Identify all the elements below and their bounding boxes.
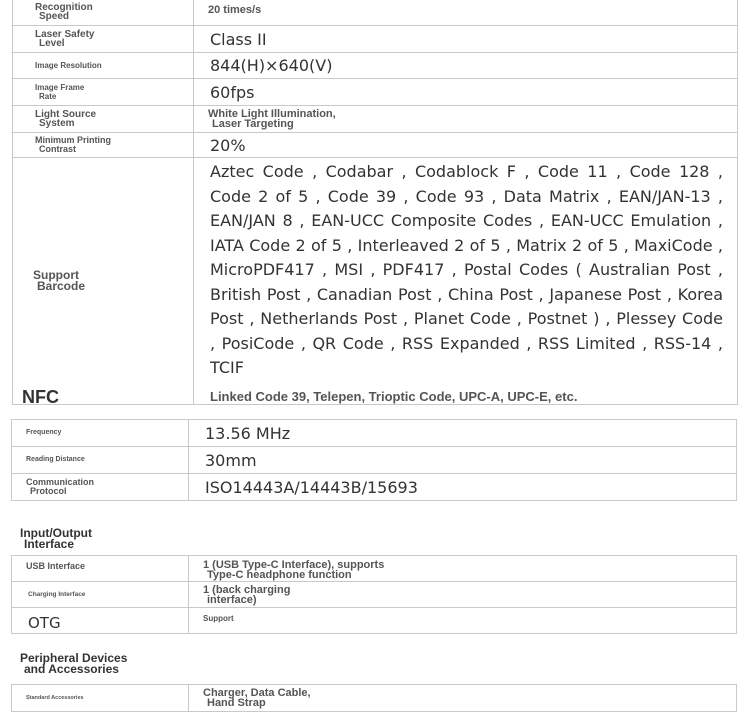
otg-value: Support (189, 608, 737, 634)
peripheral-section-title: Peripheral Devices and Accessories (20, 651, 128, 676)
frame-rate-label: Image Frame Rate (13, 79, 194, 106)
table-row (13, 26, 738, 53)
usb-interface-label: USB Interface (12, 556, 189, 582)
io-table (11, 555, 737, 634)
io-section-title: Input/Output Interface (20, 526, 92, 551)
charging-interface-value: 1 (back charging interface) (189, 582, 737, 608)
table-row (13, 79, 738, 106)
table-row (13, 106, 738, 133)
recognition-speed-value: 20 times/s (194, 0, 738, 26)
table-row (12, 608, 737, 634)
barcode-list: Aztec Code , Codabar , Codablock F , Code 11 , Code 128 , Code 2 of 5 , Code 39 , Code 93 , Data Matrix , EAN/JAN-13 , EAN/JAN 8 , EAN-UCC Composite Codes , EAN-UCC Emulation , IATA Code 2 of 5 , Interleaved 2 of 5 , Matrix 2 of 5 , MaxiCode , MicroPDF417 , MSI , PDF417 , Postal Codes ( Australian Post , British Post , Canadian Post , China Post , Japanese Post , Korea Post , Netherlands Post , Planet Code , Postnet ) , Plessey Code , PosiCode , QR Code , RSS Expanded , RSS Limited , RSS-14 , TCIF (210, 162, 723, 377)
reading-distance-label: Reading Distance (12, 447, 189, 474)
image-resolution-value: 844(H)×640(V) (194, 53, 738, 79)
otg-label: OTG (12, 608, 189, 634)
frame-rate-value: 60fps (194, 79, 738, 106)
standard-accessories-value: Charger, Data Cable, Hand Strap (189, 685, 737, 712)
table-row (13, 0, 738, 26)
table-row (12, 685, 737, 712)
scan-spec-table (12, 0, 738, 405)
light-source-value: White Light Illumination, Laser Targeting (194, 106, 738, 133)
min-contrast-label: Minimum Printing Contrast (13, 133, 194, 158)
laser-safety-value: Class II (194, 26, 738, 53)
frequency-value: 13.56 MHz (189, 420, 737, 447)
image-resolution-label: Image Resolution (13, 53, 194, 79)
light-source-label: Light Source System (13, 106, 194, 133)
table-row (13, 53, 738, 79)
table-row (12, 556, 737, 582)
min-contrast-value: 20% (194, 133, 738, 158)
table-row (13, 133, 738, 158)
laser-safety-label: Laser Safety Level (13, 26, 194, 53)
support-barcode-label: Support Barcode (13, 158, 194, 405)
table-row (12, 420, 737, 447)
recognition-speed-label: Recognition Speed (13, 0, 194, 26)
usb-interface-value: 1 (USB Type-C Interface), supports Type-C headphone function (189, 556, 737, 582)
table-row (13, 158, 738, 405)
peripheral-table (11, 684, 737, 712)
table-row (12, 474, 737, 501)
frequency-label: Frequency (12, 420, 189, 447)
protocol-value: ISO14443A/14443B/15693 (189, 474, 737, 501)
charging-interface-label: Charging Interface (12, 582, 189, 608)
standard-accessories-label: Standard Accessories (12, 685, 189, 712)
reading-distance-value: 30mm (189, 447, 737, 474)
barcode-list-extra: Linked Code 39, Telepen, Trioptic Code, UPC-A, UPC-E, etc. (210, 388, 578, 404)
support-barcode-value (194, 158, 738, 405)
nfc-table (11, 419, 737, 501)
table-row (12, 447, 737, 474)
table-row (12, 582, 737, 608)
nfc-section-title: NFC (22, 387, 59, 407)
protocol-label: Communication Protocol (12, 474, 189, 501)
